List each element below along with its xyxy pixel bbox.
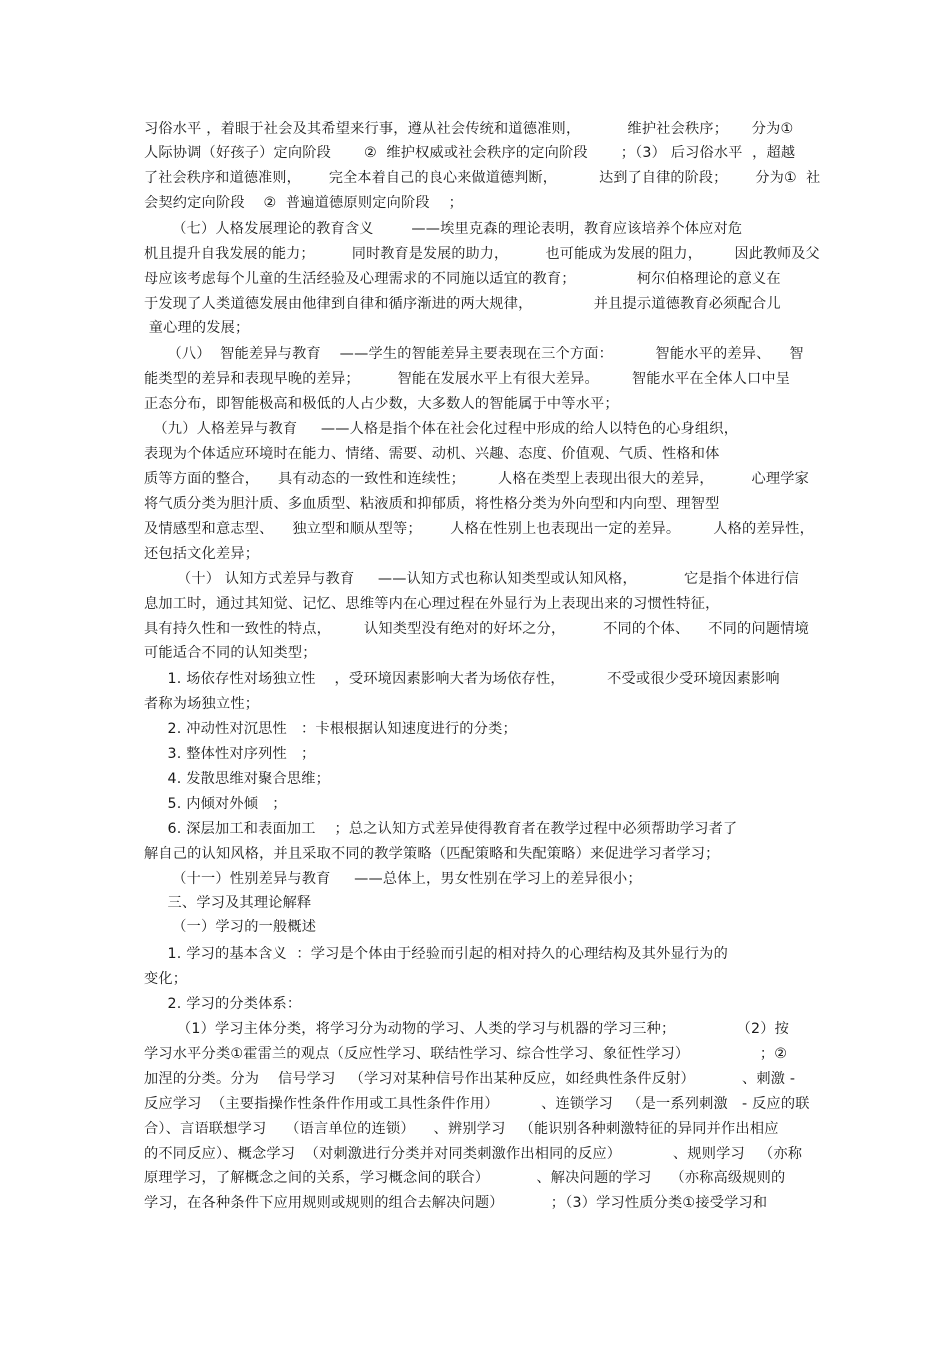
text-line: 会契约定向阶段 ② 普遍道德原则定向阶段 ； [144,195,463,211]
text-line: 学习，在各种条件下应用规则或规则的组合去解决问题） ；（3）学习性质分类①接受学习和 [144,1195,768,1211]
text-line: 1. 场依存性对场独立性 ，受环境因素影响大者为场依存性， 不受或很少受环境因素影响 [144,671,780,687]
text-line: 三、学习及其理论解释 [144,895,312,911]
text-line: 母应该考虑每个儿童的生活经验及心理需求的不同施以适宜的教育； 柯尔伯格理论的意义在 [144,271,781,287]
text-line: 质等方面的整合， 具有动态的一致性和连续性； 人格在类型上表现出很大的差异， 心理学家 [144,471,809,487]
text-line: （七）人格发展理论的教育含义 ——埃里克森的理论表明，教育应该培养个体应对危 [144,221,743,237]
text-line: （十一）性别差异与教育 ——总体上，男女性别在学习上的差异很小； [144,871,642,887]
text-line: 息加工时，通过其知觉、记忆、思维等内在心理过程在外显行为上表现出来的习惯性特征， [144,596,720,612]
text-line: 3. 整体性对序列性 ； [144,746,316,762]
text-line: 机且提升自我发展的能力； 同时教育是发展的助力， 也可能成为发展的阻力， 因此教师及父 [144,246,820,262]
text-line: 可能适合不同的认知类型； [144,645,317,661]
text-line: 了社会秩序和道德准则， 完全本着自己的良心来做道德判断， 达到了自律的阶段； 分为① 社 [144,170,821,186]
text-line: 正态分布，即智能极高和极低的人占少数，大多数人的智能属于中等水平； [144,396,619,412]
text-line: （1）学习主体分类，将学习分为动物的学习、人类的学习与机器的学习三种； （2）按 [144,1021,789,1037]
text-line: 反应学习 （主要指操作性条件作用或工具性条件作用） 、连锁学习 （是一系列刺激 - 反应的联 [144,1096,810,1112]
text-line: （十） 认知方式差异与教育 ——认知方式也称认知类型或认知风格， 它是指个体进行信 [144,571,800,587]
text-line: 者称为场独立性； [144,696,260,712]
text-line: 及情感型和意志型、 独立型和顺从型等； 人格在性别上也表现出一定的差异。 人格的差异性， [144,521,814,537]
text-line: 表现为个体适应环境时在能力、情绪、需要、动机、兴趣、态度、价值观、气质、性格和体 [144,446,720,462]
text-line: 原理学习，了解概念之间的关系，学习概念间的联合） 、解决问题的学习 （亦称高级规则的 [144,1170,786,1186]
text-line: （九）人格差异与教育 ——人格是指个体在社会化过程中形成的给人以特色的心身组织， [144,421,739,437]
text-line: 将气质分类为胆汁质、多血质型、粘液质和抑郁质，将性格分类为外向型和内向型、理智型 [144,496,720,512]
text-line: 于发现了人类道德发展由他律到自律和循序渐进的两大规律， 并且提示道德教育必须配合儿 [144,296,781,312]
text-line: 6. 深层加工和表面加工 ；总之认知方式差异使得教育者在教学过程中必须帮助学习者了 [144,821,738,837]
text-line: 1. 学习的基本含义 ：学习是个体由于经验而引起的相对持久的心理结构及其外显行为的 [144,946,728,962]
text-line: 学习水平分类①霍雷兰的观点（反应性学习、联结性学习、综合性学习、象征性学习） ；② [144,1046,788,1062]
text-line: 变化； [144,971,188,987]
text-line: （八） 智能差异与教育 ——学生的智能差异主要表现在三个方面： 智能水平的差异、 智 [144,346,804,362]
text-line: （一）学习的一般概述 [144,919,317,935]
text-line: 2. 学习的分类体系： [144,996,302,1012]
text-line: 人际协调（好孩子）定向阶段 ② 维护权威或社会秩序的定向阶段 ；（3） 后习俗水平 ，超越 [144,145,796,161]
text-line: 能类型的差异和表现早晚的差异； 智能在发展水平上有很大差异。 智能水平在全体人口中呈 [144,371,791,387]
text-line: 4. 发散思维对聚合思维； [144,771,331,787]
text-line: 还包括文化差异； [144,546,260,562]
text-line: 具有持久性和一致性的特点， 认知类型没有绝对的好坏之分， 不同的个体、 不同的问题情境 [144,621,809,637]
text-line: 加涅的分类。分为 信号学习 （学习对某种信号作出某种反应，如经典性条件反射） 、刺激 - [144,1071,796,1087]
text-line: 习俗水平 ，着眼于社会及其希望来行事，遵从社会传统和道德准则， 维护社会秩序； 分为① [144,121,794,137]
text-line: 合）、言语联想学习 （语言单位的连锁） 、辨别学习 （能识别各种刺激特征的异同并作出相应 [144,1121,779,1137]
text-line: 2. 冲动性对沉思性 ：卡根根据认知速度进行的分类； [144,721,517,737]
text-line: 解自己的认知风格，并且采取不同的教学策略（匹配策略和失配策略）来促进学习者学习； [144,846,720,862]
text-line: 的不同反应）、概念学习 （对刺激进行分类并对同类刺激作出相同的反应） 、规则学习 （亦称 [144,1146,803,1162]
text-line: 童心理的发展； [144,320,250,336]
text-line: 5. 内倾对外倾 ； [144,796,287,812]
